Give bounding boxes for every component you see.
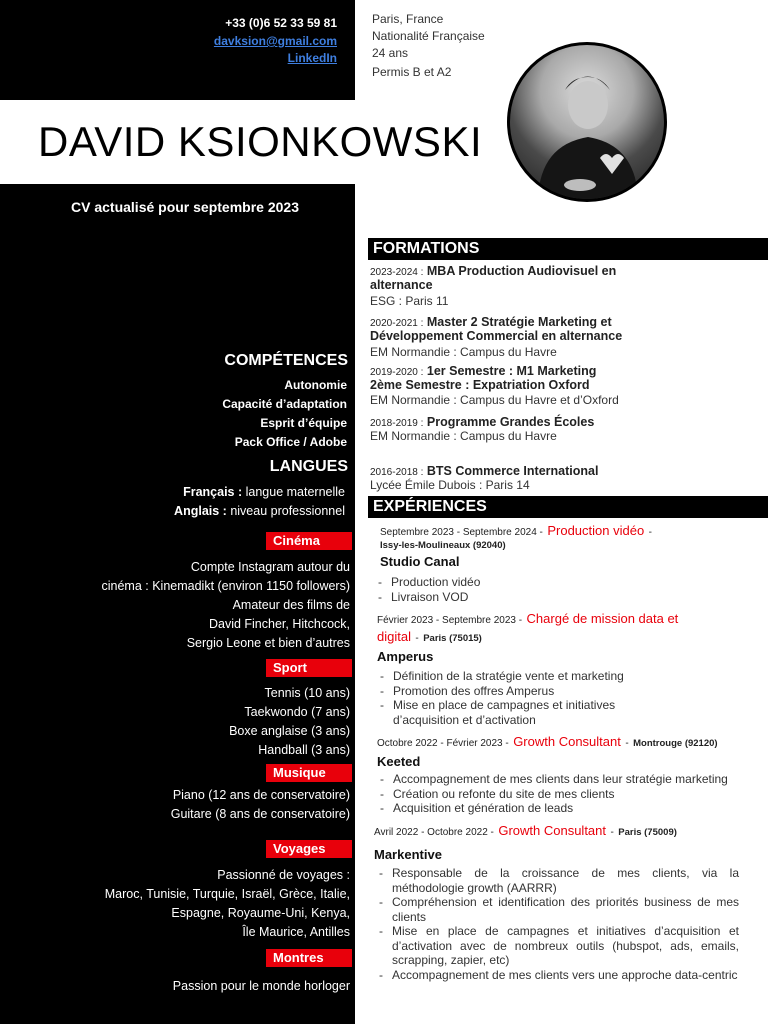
language-item: Anglais : niveau professionnel (174, 504, 345, 518)
header-black-panel (0, 0, 355, 100)
tab-musique: Musique (266, 764, 352, 782)
profile-photo (507, 42, 667, 202)
cinema-line: Sergio Leone et bien d’autres (186, 636, 350, 650)
cinema-line: David Fincher, Hitchcock, (208, 617, 350, 631)
email-link[interactable]: davksion@gmail.com (213, 34, 337, 48)
voyages-line: Île Maurice, Antilles (242, 925, 350, 939)
formations-heading: FORMATIONS (368, 238, 768, 260)
formation-item: 2016-2018 : BTS Commerce International Lycée Émile Dubois : Paris 14 (370, 464, 599, 492)
competence-item: Esprit d’équipe (260, 416, 347, 430)
cinema-line: cinéma : Kinemadikt (environ 1150 followers) (101, 579, 350, 593)
experience-bullets: - Production vidéo - Livraison VOD (376, 575, 736, 604)
voyages-line: Espagne, Royaume-Uni, Kenya, (171, 906, 350, 920)
cv-update-note: CV actualisé pour septembre 2023 (71, 199, 299, 215)
formation-item: 2019-2020 : 1er Semestre : M1 Marketing 2ème Semestre : Expatriation Oxford EM Normandie : Campus du Havre et d’Oxford (370, 364, 619, 407)
sport-line: Boxe anglaise (3 ans) (229, 724, 350, 738)
phone-number: +33 (0)6 52 33 59 81 (225, 16, 337, 30)
experience-item: Septembre 2023 - Septembre 2024 - Production vidéo - Issy-les-Moulineaux (92040) Studio Canal (380, 523, 652, 569)
info-age: 24 ans (372, 46, 409, 60)
experience-bullets: - Accompagnement de mes clients dans leur stratégie marketing - Création ou refonte du site de mes clients - Acquisition et génération de leads (378, 772, 763, 816)
tab-montres: Montres (266, 949, 352, 967)
experience-bullets: - Responsable de la croissance de mes clients, via la méthodologie growth (AARRR) - Compréhension et identification des priorités business de mes clients - Mise en place de campagnes et initiatives d’acquisition et d’activation avec de nombreux outils (hubspot, ads, emails, scrapping, zapier, etc) - Accompagnement de mes clients vers une approche data-centric (377, 866, 739, 982)
info-location: Paris, France (372, 12, 444, 26)
full-name: DAVID KSIONKOWSKI (38, 118, 483, 165)
sport-line: Taekwondo (7 ans) (244, 705, 350, 719)
competence-item: Capacité d’adaptation (222, 397, 347, 411)
sport-line: Tennis (10 ans) (264, 686, 350, 700)
experiences-heading: EXPÉRIENCES (368, 496, 768, 518)
experience-item: Octobre 2022 - Février 2023 - Growth Consultant - Montrouge (92120) Keeted (377, 734, 718, 769)
experience-item: Février 2023 - Septembre 2023 - Chargé de mission data et digital - Paris (75015) Amperus (377, 611, 679, 664)
tab-voyages: Voyages (266, 840, 352, 858)
formation-item: 2020-2021 : Master 2 Stratégie Marketing et Développement Commercial en alternance EM Normandie : Campus du Havre (370, 315, 623, 359)
language-item: Français : langue maternelle (183, 485, 345, 499)
formation-item: 2023-2024 : MBA Production Audiovisuel en alternance ESG : Paris 11 (370, 264, 617, 308)
musique-line: Piano (12 ans de conservatoire) (172, 788, 350, 802)
info-nationality: Nationalité Française (372, 29, 485, 43)
cinema-line: Amateur des films de (232, 598, 350, 612)
tab-sport: Sport (266, 659, 352, 677)
tab-cinema: Cinéma (266, 532, 352, 550)
voyages-line: Maroc, Tunisie, Turquie, Israël, Grèce, Italie, (104, 887, 350, 901)
cinema-line: Compte Instagram autour du (190, 560, 350, 574)
experience-item: Avril 2022 - Octobre 2022 - Growth Consultant - Paris (75009) Markentive (374, 823, 677, 862)
langues-heading: LANGUES (269, 458, 348, 475)
sport-line: Handball (3 ans) (258, 743, 350, 757)
competences-heading: COMPÉTENCES (224, 352, 348, 369)
competence-item: Pack Office / Adobe (234, 435, 347, 449)
voyages-line: Passionné de voyages : (217, 868, 350, 882)
formation-item: 2018-2019 : Programme Grandes Écoles EM Normandie : Campus du Havre (370, 415, 595, 443)
competence-item: Autonomie (284, 378, 347, 392)
linkedin-link[interactable]: LinkedIn (287, 51, 337, 65)
musique-line: Guitare (8 ans de conservatoire) (170, 807, 350, 821)
info-license: Permis B et A2 (372, 65, 452, 79)
montres-line: Passion pour le monde horloger (172, 979, 350, 993)
experience-bullets: - Définition de la stratégie vente et marketing - Promotion des offres Amperus - Mise en place de campagnes et initiatives d’acquisition et d’activation (378, 669, 678, 727)
